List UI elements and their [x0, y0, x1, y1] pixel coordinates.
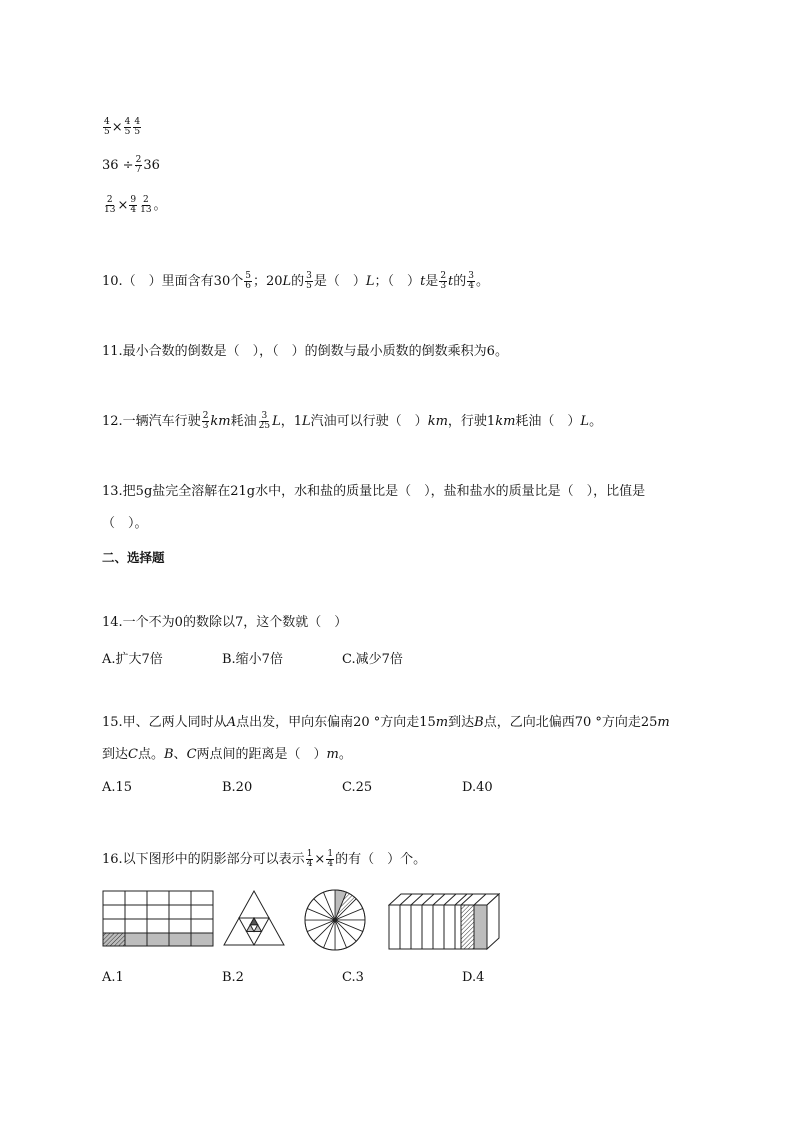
option-b[interactable]: B.缩小7倍	[222, 652, 283, 667]
question-11: 11.最小合数的倒数是（ ），（ ）的倒数与最小质数的倒数乘积为6。	[102, 344, 508, 359]
box-figure	[388, 893, 500, 951]
option-a[interactable]: A.扩大7倍	[102, 652, 163, 667]
question-13-line-1: 13.把5g盐完全溶解在21g水中，水和盐的质量比是（ ），盐和盐水的质量比是（ ），比值是	[102, 484, 646, 499]
option-a[interactable]: A.15	[102, 780, 133, 795]
question-16: 16.以下图形中的阴影部分可以表示 $\frac{1}{4}$ × $\frac{1}{4}$ 的有（ ）个。	[102, 849, 427, 869]
fraction: $\frac{3}{4}$	[468, 271, 475, 291]
section-title: 二、选择题	[102, 550, 165, 565]
fraction: $\frac{4}{5}$	[124, 117, 131, 137]
question-14: 14.一个不为0的数除以7，这个数就（ ）	[102, 615, 348, 630]
expression-3: $\frac{2}{13}$ × $\frac{9}{4}$ $\frac{2}{13}$ 。	[104, 195, 167, 215]
fraction: $\frac{2}{3}$	[202, 411, 209, 431]
fraction: $\frac{5}{6}$	[245, 271, 251, 291]
option-d[interactable]: D.40	[462, 780, 493, 795]
triangle-figure	[222, 890, 286, 948]
expression-1: $\frac{4}{5}$ × $\frac{4}{5}$ $\frac{4}{5}$	[104, 117, 141, 137]
option-d[interactable]: D.4	[462, 970, 485, 985]
fraction: $\frac{4}{5}$	[104, 117, 110, 137]
fraction: $\frac{3}{5}$	[306, 271, 312, 291]
question-13-line-2: （ ）。	[102, 516, 148, 531]
question-10: 10.（ ）里面含有30个 $\frac{5}{6}$ ；20L的 $\frac{3}{5}$ 是（ ）L；（ ）t是 $\frac{2}{3}$ t的 $\frac{3}{4}$ 。	[102, 271, 490, 291]
question-12: 12.一辆汽车行驶 $\frac{2}{3}$ km耗油 $\frac{3}{25}$ L，1L汽油可以行驶（ ）km，行驶1km耗油（ ）L。	[102, 411, 603, 431]
option-c[interactable]: C.减少7倍	[342, 652, 403, 667]
fraction: $\frac{1}{4}$	[306, 849, 313, 869]
fraction: $\frac{2}{13}$	[104, 195, 116, 215]
fraction: $\frac{2}{3}$	[440, 271, 447, 291]
fraction: $\frac{4}{5}$	[134, 117, 141, 137]
fraction: $\frac{9}{4}$	[130, 195, 137, 215]
option-a[interactable]: A.1	[102, 970, 124, 985]
option-b[interactable]: B.20	[222, 780, 253, 795]
fraction: $\frac{1}{4}$	[327, 849, 334, 869]
option-c[interactable]: C.25	[342, 780, 373, 795]
fraction: $\frac{2}{13}$	[140, 195, 152, 215]
option-c[interactable]: C.3	[342, 970, 364, 985]
circle-figure	[303, 889, 367, 951]
fraction: $\frac{3}{25}$	[258, 411, 271, 431]
question-15-line-1: 15.甲、乙两人同时从A点出发，甲向东偏南20 °方向走15m到达B点，乙向北偏西70 °方向走25m	[102, 715, 670, 730]
grid-figure	[102, 890, 214, 948]
question-15-line-2: 到达C点。B、C两点间的距离是（ ）m。	[102, 747, 352, 762]
expression-2: 36 ÷ $\frac{2}{7}$ 36	[102, 155, 160, 175]
fraction: $\frac{2}{7}$	[135, 155, 142, 175]
option-b[interactable]: B.2	[222, 970, 244, 985]
